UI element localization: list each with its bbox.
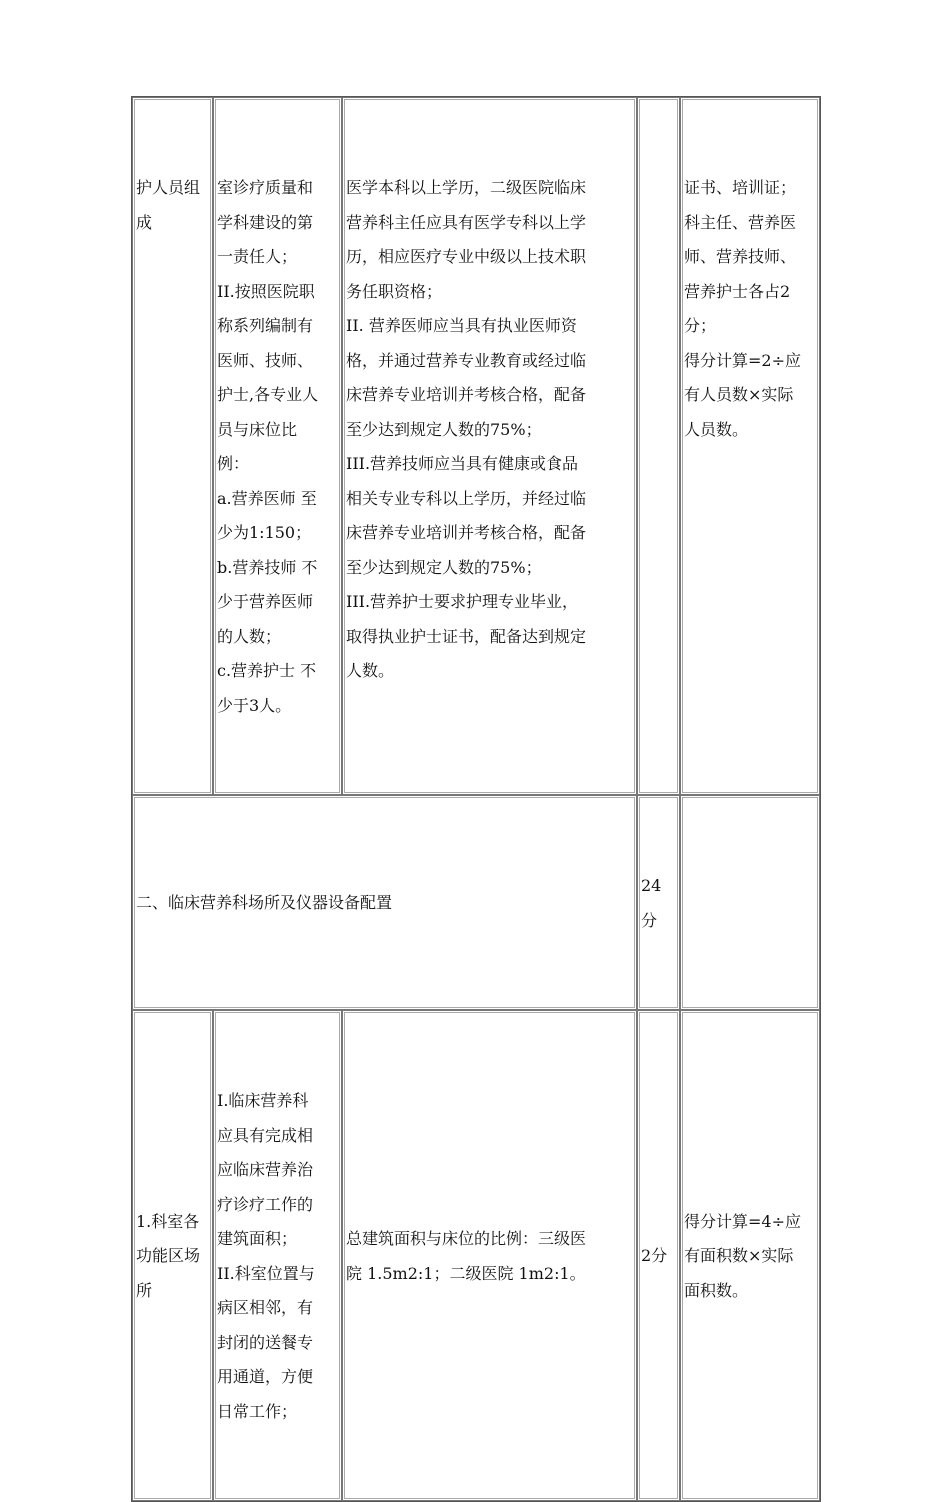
evaluation-table — [131, 96, 821, 1502]
method-cell: 证书、培训证； 科主任、营养医 师、营养技师、 营养护士各占2 分； 得分计算=2÷应 有人员数×实际 人员数。 — [680, 97, 820, 795]
requirement-cell: 室诊疗质量和 学科建设的第 一责任人； II.按照医院职 称系列编制有 医师、技师、 护士,各专业人 员与床位比 例： a.营养医师 至 少为1:150； b.营养技师 不 少于营养医师 的人数； c.营养护士 不 少于3人。 — [213, 97, 342, 795]
score-cell: 2分 — [637, 1010, 680, 1501]
section-title-cell: 二、临床营养科场所及仪器设备配置 — [132, 795, 637, 1010]
table-row — [132, 97, 820, 795]
score-cell: 24 分 — [637, 795, 680, 1010]
requirement-cell: I.临床营养科 应具有完成相 应临床营养治 疗诊疗工作的 建筑面积； II.科室位置与 病区相邻，有 封闭的送餐专 用通道，方便 日常工作； — [213, 1010, 342, 1501]
table-row — [132, 1010, 820, 1501]
standard-cell: 总建筑面积与床位的比例：三级医 院 1.5m2:1；二级医院 1m2:1。 — [342, 1010, 637, 1501]
method-cell: 得分计算=4÷应 有面积数×实际 面积数。 — [680, 1010, 820, 1501]
item-cell: 护人员组 成 — [132, 97, 213, 795]
standard-cell: 医学本科以上学历，二级医院临床 营养科主任应具有医学专科以上学 历，相应医疗专业中级以上技术职 务任职资格； II. 营养医师应当具有执业医师资 格，并通过营养专业教育或经过临 床营养专业培训并考核合格，配备 至少达到规定人数的75%； III.营养技师应当具有健康或食品 相关专业专科以上学历，并经过临 床营养专业培训并考核合格，配备 至少达到规定人数的75%； III.营养护士要求护理专业毕业， 取得执业护士证书，配备达到规定 人数。 — [342, 97, 637, 795]
item-cell: 1.科室各 功能区场 所 — [132, 1010, 213, 1501]
table-row — [132, 795, 820, 1010]
method-cell — [680, 795, 820, 1010]
score-cell — [637, 97, 680, 795]
